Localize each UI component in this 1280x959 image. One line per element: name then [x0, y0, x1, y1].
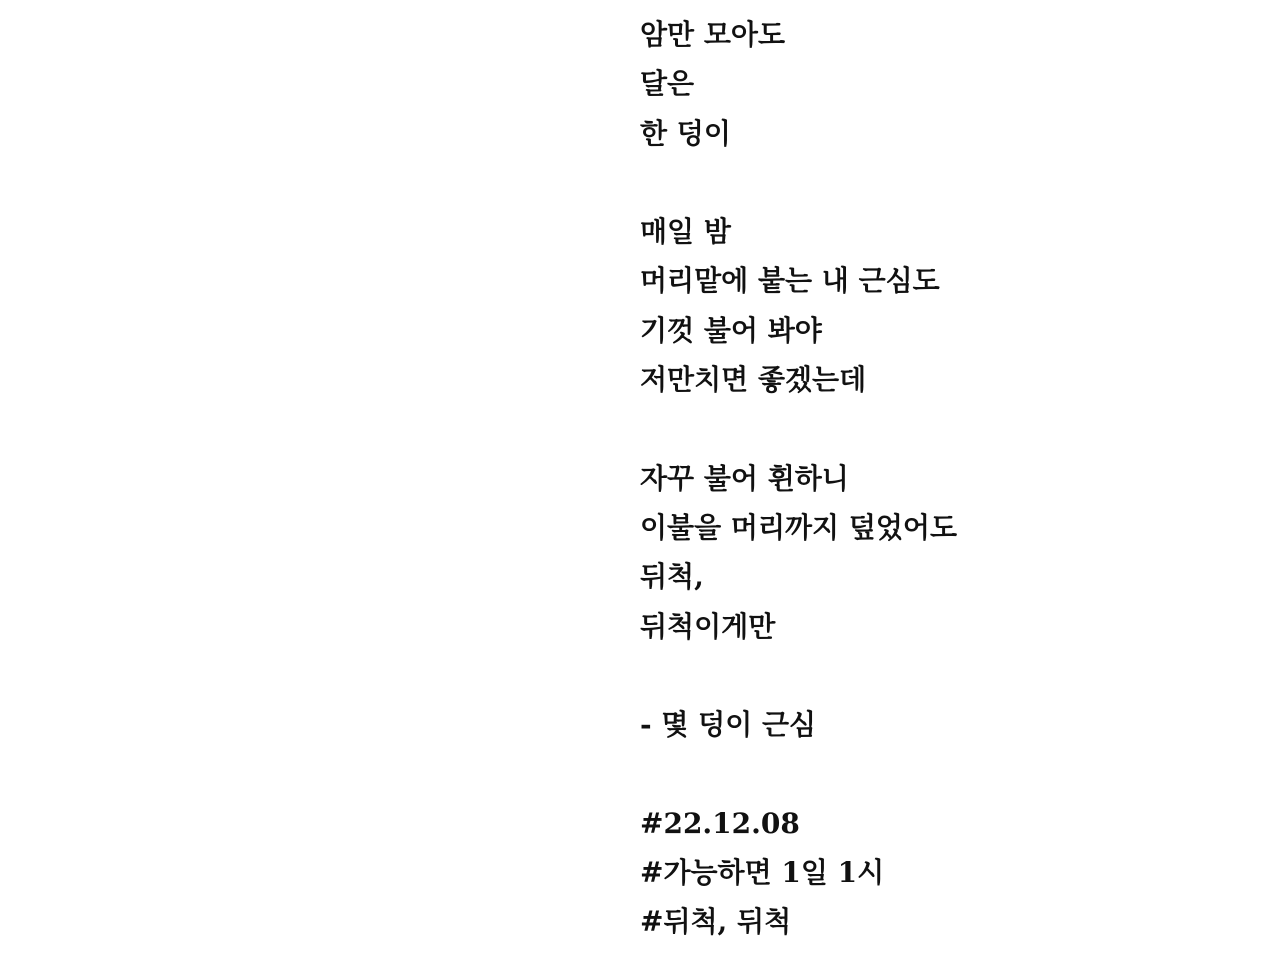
poem-body [640, 10, 1260, 947]
poem-line: 저만치면 좋겠는데 [640, 363, 867, 397]
hashtag: #뒤척, 뒤척 [640, 905, 792, 939]
stanza-break [640, 651, 1260, 700]
hashtag-date: #22.12.08 [640, 806, 800, 840]
poem-line: 뒤척이게만 [640, 609, 776, 643]
stanza-break [640, 404, 1260, 453]
hashtag: #가능하면 1일 1시 [640, 856, 885, 890]
poem-line: 달은 [640, 67, 695, 101]
poem-line: 이불을 머리까지 덮었어도 [640, 510, 958, 544]
poem-line: 한 덩이 [640, 116, 731, 150]
poem-line: 자꾸 불어 휜하니 [640, 461, 849, 495]
stanza-break [640, 158, 1260, 207]
poem-line: 매일 밤 [640, 215, 731, 249]
stanza-break [640, 749, 1260, 798]
poem-line: 머리맡에 붙는 내 근심도 [640, 264, 940, 298]
poem-title-signature: - 몇 덩이 근심 [640, 708, 817, 742]
poem-line: 암만 모아도 [640, 18, 785, 51]
poem-line: 뒤척, [640, 560, 704, 594]
poem-line: 기껏 불어 봐야 [640, 313, 822, 347]
